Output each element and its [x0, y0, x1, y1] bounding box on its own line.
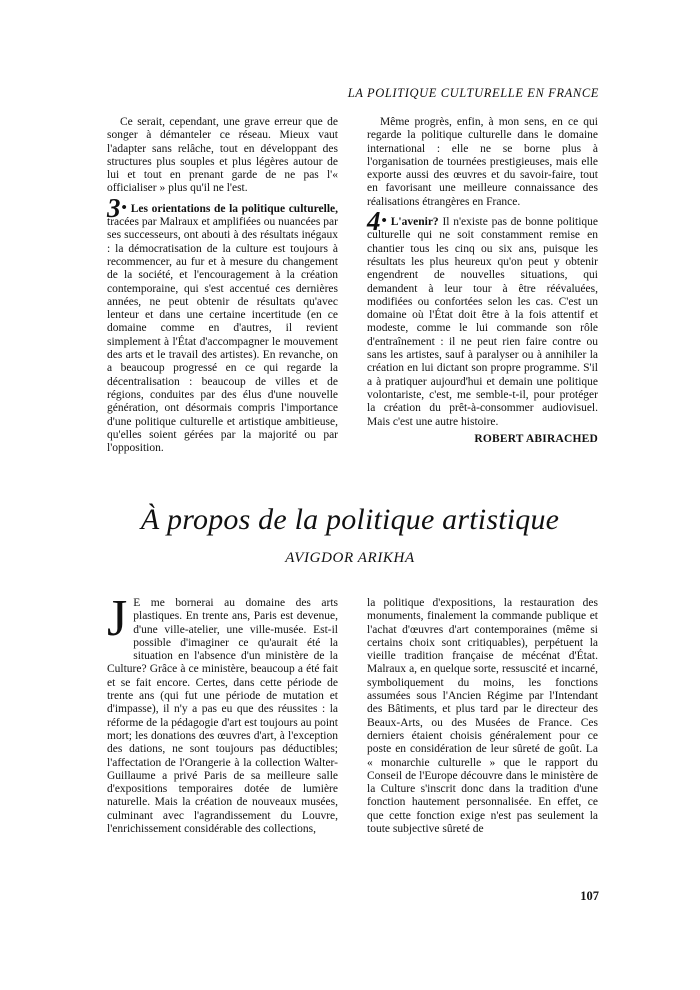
paragraph: Ce serait, cependant, une grave erreur que de songer à démanteler ce réseau. Mieux vaut l'adapter sans relâche, tout en développant des structures plus souples et plus légères autour de lui et tout en prenant garde de ne pas l'« officialiser » plus qu'il ne l'est. [107, 116, 338, 195]
section-number: 3 [107, 192, 121, 223]
article-title: À propos de la politique artistique [140, 503, 560, 536]
drop-cap: J [107, 590, 128, 647]
page-number: 107 [580, 889, 599, 903]
running-head: LA POLITIQUE CULTURELLE EN FRANCE [347, 86, 599, 100]
article-author: AVIGDOR ARIKHA [285, 550, 415, 566]
section-heading: L'avenir? [390, 216, 439, 229]
section-number: 4 [367, 206, 381, 237]
bullet-dot: • [381, 213, 387, 230]
section-body: Il n'existe pas de bonne politique culturelle qui ne soit constamment remise en chantier tous les cinq ou six ans, puisque les résultats les plus heureux qu'on peut y obtenir engendrent de nouvelles situations, qui demandent à leur tour à être réévaluées, modifiées ou confortées selon les cas. C'est un domaine où l'État doit être à la fois attentif et modeste, comme le lui commande son rôle d'entraînement : il ne peut rien faire contre ou sans les artistes, sauf à paralyser ou à annihiler la création en lui dictant son propre programme. S'il a à pratiquer aujourd'hui et demain une politique volontariste, c'est, me semble-t-il, pour protéger la création du prêt-à-consommer audiovisuel. Mais c'est une autre histoire. [367, 216, 599, 428]
column-right-bottom [367, 597, 598, 836]
section-heading: Les orientations de la politique culturelle, [130, 202, 338, 215]
section-3-paragraph [107, 192, 338, 456]
paragraph: la politique d'expositions, la restauration des monuments, finalement la commande publique et l'achat d'œuvres d'art contemporaines (même si certains choix sont critiquables), perpétuent la vieille tradition française de mécénat d'État. Malraux a, en quelque sorte, ressuscité et incarné, symboliquement du moins, les fonctions assumées sous l'Ancien Régime par l'Intendant des Bâtiments, et plus tard par le directeur des Beaux-Arts, ou des Musées de France. Ces derniers étaient choisis généralement pour ce poste en considération de leur sûreté de goût. La « monarchie culturelle » que le rapport du Conseil de l'Europe découvre dans le ministère de la Culture s'inscrit donc dans la tradition d'une fonction hautement personnalisée. En effet, ce que cette fonction exige n'est pas seulement la toute subjective sûreté de [367, 597, 598, 836]
article-opening-paragraph [107, 590, 338, 836]
column-left-top [107, 116, 338, 455]
column-right-top [367, 116, 598, 446]
column-left-bottom [107, 590, 338, 836]
author-signature: ROBERT ABIRACHED [474, 432, 598, 445]
paragraph-text: E me bornerai au domaine des arts plastiques. En trente ans, Paris est devenue, d'une ville-atelier, une ville-musée. Est-il possible d'imaginer ce qu'aurait été la situation en l'absence d'un ministère de la Culture? Grâce à ce ministère, beaucoup a été fait et se fait encore. Certes, dans cette période de trente ans (qui fut une période de mutation et d'impasse), il n'y a pas eu que des réussites : la réforme de la pédagogie d'art est toujours au point mort; les donations des œuvres d'art, à l'exception des dations, ne sont toujours pas déductibles; l'affectation de l'Orangerie à la collection Walter-Guillaume a privé Paris de sa meilleure salle d'expositions temporaires dotée de lumière naturelle. Mais la création de nouveaux musées, culminant avec l'agrandissement du Louvre, l'enrichissement considérable des collections, [107, 597, 338, 836]
section-body: tracées par Malraux et amplifiées ou nuancées par ses successeurs, ont abouti à des résultats inégaux : la démocratisation de la culture est toujours à recommencer, au fur et à mesure du changement de la société, et l'encouragement à la création contemporaine, qui s'est accentué ces dernières années, ne peut obtenir de résultats qu'avec lenteur et dans une certaine incertitude (en ce domaine comme en d'autres, il revient simplement à l'État d'accompagner le mouvement des arts et le travail des artistes). En revanche, on a beaucoup progressé en ce qui regarde la décentralisation : beaucoup de villes et de régions, conduites par des élus d'une nouvelle génération, ont désormais compris l'importance d'une politique culturelle et artistique ambitieuse, qu'elles soient gérées par la majorité ou par l'opposition. [107, 216, 338, 455]
paragraph: Même progrès, enfin, à mon sens, en ce qui regarde la politique culturelle dans le domaine international : elle ne se borne plus à l'organisation de tournées prestigieuses, mais elle exporte aussi des œuvres et du savoir-faire, tout en favorisant une meilleure connaissance des réalisations étrangères en France. [367, 116, 598, 208]
bullet-dot: • [121, 199, 127, 216]
section-4-paragraph [367, 206, 599, 429]
